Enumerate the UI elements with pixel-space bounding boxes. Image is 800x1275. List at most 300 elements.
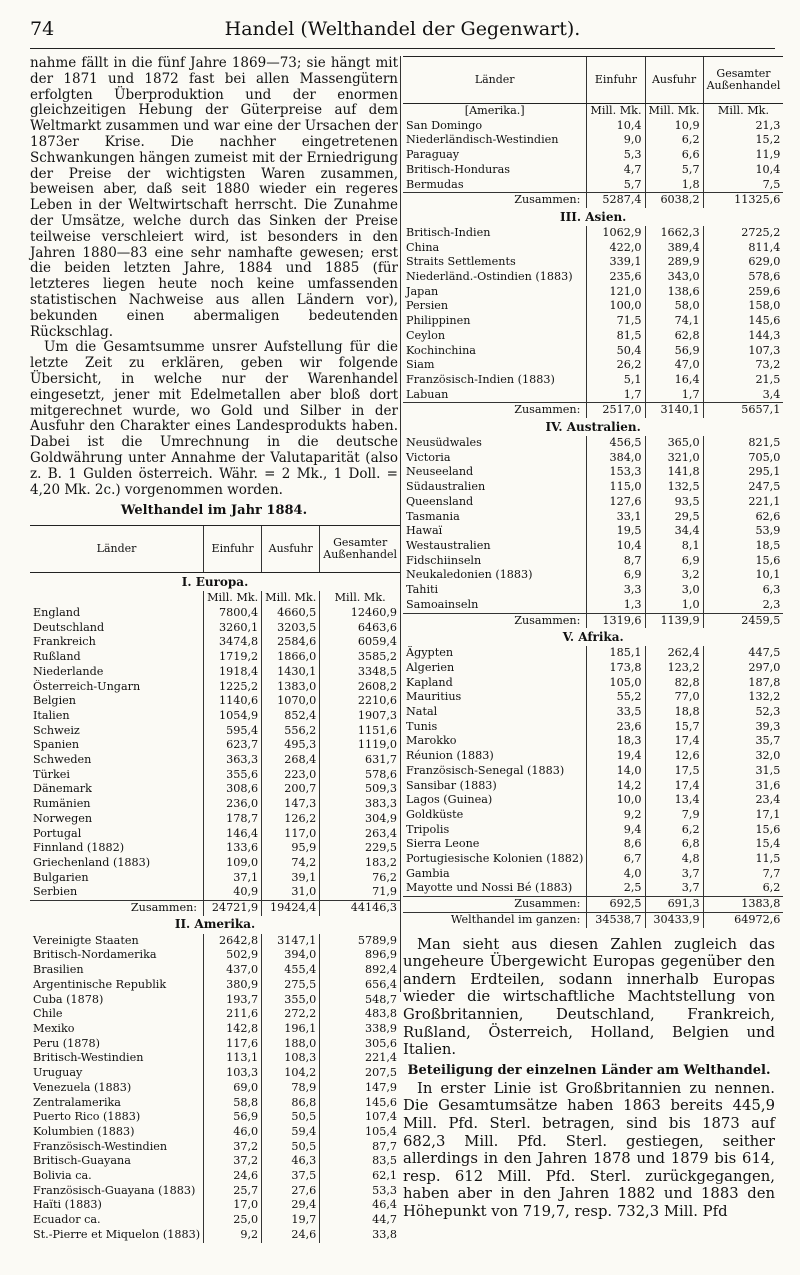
table-row [403,705,783,720]
table-row [403,793,783,808]
total-cell: 15,4 [703,837,783,852]
table-row [403,480,783,495]
subtotal-row [403,403,783,418]
total-cell: 483,8 [320,1007,400,1022]
header-countries: Länder [30,526,204,573]
paragraph-continuation: nahme fällt in die fünf Jahre 1869—73; sie hängt mit der 1871 und 1872 fast bei allen Massengütern erfolgten Überproduktion und der enormen gleichzeitigen Hebung der Güterpreise auf dem Weltmarkt zusammen und war eine der Ursachen der 1873er Krise. Die nachher eingetretenen Schwankungen hängen zumeist mit der Erniedrigung der Preise der wichtigsten Waren zusammen, beweisen aber, daß seit 1880 wieder ein regeres Leben in der Weltwirtschaft herrscht. Die Zunahme der Umsätze, welche durch das Sinken der Preise teilweise verschleiert wird, ist besonders in den Jahren 1880—83 eine sehr namhafte gewesen; erst die beiden letzten Jahre, 1884 und 1885 (für letzteres liegen heute noch keine umfassenden statistischen Nachweise aus allen Ländern vor), bekunden einen abermaligen bedeutenden Rückschlag. [30,55,398,340]
total-cell: 7,5 [703,178,783,193]
table-row [30,1154,400,1169]
export-cell: 58,0 [645,299,703,314]
total-cell: 21,3 [703,119,783,134]
total-cell: 1151,6 [320,724,400,739]
total-label: Zusammen: [403,897,587,913]
export-cell: 3203,5 [262,621,320,636]
total-cell: 6463,6 [320,621,400,636]
country-cell: Niederlande [33,664,104,678]
export-cell: 1070,0 [262,694,320,709]
export-cell: 365,0 [645,436,703,451]
export-cell: 56,9 [645,344,703,359]
total-cell: 297,0 [703,661,783,676]
export-cell: 7,9 [645,808,703,823]
export-cell: 86,8 [262,1096,320,1111]
country-cell: Mexiko [33,1022,75,1035]
export-cell: 6,2 [645,133,703,148]
country-cell: Vereinigte Staaten [33,933,139,947]
import-cell: 10,4 [587,119,645,134]
export-cell: 5,7 [645,163,703,178]
total-cell: 2725,2 [703,226,783,241]
table-row [403,436,783,451]
country-cell: Italien [33,708,70,722]
country-cell: Algerien [406,660,455,674]
total-cell: 12460,9 [320,606,400,621]
country-cell: Türkei [33,767,70,781]
unit-label: Mill. Mk. [204,591,262,606]
export-cell: 223,0 [262,768,320,783]
import-cell: 185,1 [587,646,645,661]
table-row [403,808,783,823]
table-row [403,119,783,134]
country-cell: San Domingo [406,118,483,132]
country-cell: Niederländ.-Ostindien (1883) [406,270,573,284]
country-cell: Uruguay [33,1066,83,1080]
section-heading: I. Europa. [181,574,249,589]
table-row [30,963,400,978]
total-cell: 338,9 [320,1022,400,1037]
import-cell: 4,7 [587,163,645,178]
country-cell: Queensland [406,494,474,508]
export-cell: 77,0 [645,690,703,705]
country-cell: Peru (1878) [33,1036,100,1050]
total-cell: 18,5 [703,539,783,554]
country-cell: Fidschiinseln [406,553,482,567]
export-cell: 37,5 [262,1169,320,1184]
total-cell: 10,4 [703,163,783,178]
import-cell: 69,0 [204,1081,262,1096]
units-row [403,104,783,119]
header-total: Gesamter Außenhandel [703,57,783,104]
total-cell: 32,0 [703,749,783,764]
total-cell: 76,2 [320,871,400,886]
import-cell: 55,2 [587,690,645,705]
export-cell: 389,4 [645,241,703,256]
import-cell: 153,3 [587,465,645,480]
country-cell: Portugiesische Kolonien (1882) [406,852,584,866]
total-cell: 62,6 [703,510,783,525]
import-cell: 113,1 [204,1051,262,1066]
table-row [403,749,783,764]
table-row [30,1007,400,1022]
country-cell: Réunion (1883) [406,749,494,763]
table-row [30,1228,400,1243]
table-row [30,856,400,871]
total-cell: 11,5 [703,852,783,867]
subtotal-row [403,613,783,628]
table-row [403,388,783,403]
import-cell: 363,3 [204,753,262,768]
table-row [403,465,783,480]
country-cell: Mayotte und Nossi Bé (1883) [406,881,573,895]
export-cell: 8,1 [645,539,703,554]
page-header [30,18,775,44]
table-row [30,680,400,695]
table-row [403,779,783,794]
table-row [403,837,783,852]
country-cell: Schweiz [33,723,80,737]
export-cell: 17,4 [645,734,703,749]
table-row [403,285,783,300]
export-cell: 47,0 [645,358,703,373]
header-import: Einfuhr [204,526,262,573]
country-cell: Sansibar (1883) [406,778,497,792]
import-total: 24721,9 [204,901,262,916]
export-cell: 95,9 [262,841,320,856]
total-cell: 107,3 [703,344,783,359]
export-cell: 852,4 [262,709,320,724]
country-cell: Sierra Leone [406,837,480,851]
table-row [403,226,783,241]
total-cell: 15,2 [703,133,783,148]
export-cell: 495,3 [262,738,320,753]
total-cell: 35,7 [703,734,783,749]
export-cell: 355,0 [262,993,320,1008]
import-cell: 109,0 [204,856,262,871]
table-row [30,1037,400,1052]
section-heading-row [30,573,400,592]
export-total: 691,3 [645,897,703,913]
export-cell: 10,9 [645,119,703,134]
export-total: 6038,2 [645,193,703,208]
import-cell: 193,7 [204,993,262,1008]
import-cell: 235,6 [587,270,645,285]
export-cell: 394,0 [262,948,320,963]
export-cell: 1430,1 [262,665,320,680]
total-cell: 295,1 [703,465,783,480]
export-cell: 34,4 [645,524,703,539]
table-row [403,852,783,867]
import-cell: 100,0 [587,299,645,314]
subtotal-row [30,901,400,916]
header-import: Einfuhr [587,57,645,104]
total-label: Zusammen: [403,613,587,628]
export-cell: 93,5 [645,495,703,510]
total-cell: 2,3 [703,598,783,613]
total-cell: 3585,2 [320,650,400,665]
country-cell: Hawaï [406,524,443,538]
country-cell: Britisch-Westindien [33,1051,144,1065]
import-cell: 10,0 [587,793,645,808]
total-cell: 31,6 [703,779,783,794]
import-cell: 24,6 [204,1169,262,1184]
country-cell: Kapland [406,675,453,689]
country-cell: Venezuela (1883) [33,1080,132,1094]
country-cell: Gambia [406,866,450,880]
total-cell: 578,6 [703,270,783,285]
section-heading-row [403,208,783,226]
table-row [30,606,400,621]
import-cell: 8,7 [587,554,645,569]
units-spacer [30,591,204,606]
import-cell: 25,7 [204,1184,262,1199]
import-cell: 422,0 [587,241,645,256]
import-cell: 1054,9 [204,709,262,724]
table-row [30,1184,400,1199]
section-heading: V. Afrika. [562,629,624,644]
total-cell: 7,7 [703,867,783,882]
import-cell: 33,5 [587,705,645,720]
export-cell: 188,0 [262,1037,320,1052]
table-row [30,1169,400,1184]
table-row [403,373,783,388]
table-row [30,1198,400,1213]
country-cell: Österreich-Ungarn [33,679,141,693]
total-cell: 207,5 [320,1066,400,1081]
import-cell: 58,8 [204,1096,262,1111]
table-row [30,1066,400,1081]
country-cell: Persien [406,299,449,313]
total-cell: 5789,9 [320,934,400,949]
table-row [30,709,400,724]
import-cell: 173,8 [587,661,645,676]
table-row [403,764,783,779]
import-cell: 355,6 [204,768,262,783]
country-cell: Spanien [33,738,80,752]
import-cell: 17,0 [204,1198,262,1213]
grand-total: 5657,1 [703,403,783,418]
paragraph-conclusion: Man sieht aus diesen Zahlen zugleich das ungeheure Übergewicht Europas gegenüber den andern Erdteilen, sodann innerhalb Europas wieder die wirtschaftliche Machtstellung von Großbritannien, Deutschland, Frankreich, Rußland, Österreich, Holland, Belgien und Italien. [403,935,775,1059]
country-cell: Belgien [33,694,76,708]
import-cell: 3260,1 [204,621,262,636]
import-cell: 1719,2 [204,650,262,665]
table-row [30,635,400,650]
table-row [403,568,783,583]
table-row [403,299,783,314]
import-total: 34538,7 [587,912,645,927]
export-cell: 39,1 [262,871,320,886]
country-cell: Französisch-Senegal (1883) [406,763,565,777]
total-cell: 53,9 [703,524,783,539]
country-cell: Deutschland [33,620,105,634]
import-cell: 37,2 [204,1140,262,1155]
total-cell: 44,7 [320,1213,400,1228]
import-cell: 46,0 [204,1125,262,1140]
export-cell: 3,7 [645,881,703,896]
country-cell: Zentralamerika [33,1095,121,1109]
total-cell: 52,3 [703,705,783,720]
total-cell: 509,3 [320,782,400,797]
export-cell: 74,2 [262,856,320,871]
table-row [403,314,783,329]
table-row [30,1051,400,1066]
total-cell: 6,2 [703,881,783,896]
left-column [30,56,398,1243]
import-cell: 25,0 [204,1213,262,1228]
import-cell: 81,5 [587,329,645,344]
country-cell: Philippinen [406,314,471,328]
paragraph-explanation: Um die Gesamtsumme unsrer Aufstellung für die letzte Zeit zu erklären, geben wir folgende Übersicht, in welche nur der Warenhandel eingesetzt, jener mit Edelmetallen aber bloß dort mitgerechnet wurde, wo Gold und Silber in der Ausfuhr den Charakter eines Landesprodukts haben. Dabei ist die Umrechnung in die deutsche Goldwährung unter Annahme der Valutaparität (also z. B. 1 Gulden österreich. Währ. = 2 Mk., 1 Doll. = 4,20 Mk. 2c.) vorgenommen worden. [30,339,398,498]
export-cell: 4660,5 [262,606,320,621]
export-cell: 78,9 [262,1081,320,1096]
table-row [30,738,400,753]
unit-label: Mill. Mk. [262,591,320,606]
total-cell: 631,7 [320,753,400,768]
import-cell: 211,6 [204,1007,262,1022]
export-cell: 19,7 [262,1213,320,1228]
total-cell: 263,4 [320,827,400,842]
section-subhead: Beteiligung der einzelnen Länder am Welthandel. [407,1062,771,1078]
table-row [403,495,783,510]
total-cell: 221,1 [703,495,783,510]
import-cell: 5,3 [587,148,645,163]
total-cell: 6059,4 [320,635,400,650]
trade-table-right [403,56,783,928]
export-cell: 275,5 [262,978,320,993]
total-cell: 6,3 [703,583,783,598]
table-row [30,782,400,797]
grand-total: 1383,8 [703,897,783,913]
import-total: 1319,6 [587,613,645,628]
country-cell: Japan [406,284,439,298]
section-heading: II. Amerika. [174,917,256,932]
total-cell: 2608,2 [320,680,400,695]
export-cell: 17,4 [645,779,703,794]
import-cell: 142,8 [204,1022,262,1037]
table-row [403,148,783,163]
import-cell: 384,0 [587,451,645,466]
import-cell: 50,4 [587,344,645,359]
table-row [403,720,783,735]
export-cell: 6,8 [645,837,703,852]
country-cell: Serbien [33,885,78,899]
total-cell: 132,2 [703,690,783,705]
country-cell: Schweden [33,753,92,767]
country-cell: Neusüdwales [406,436,482,450]
table-row [30,948,400,963]
export-cell: 196,1 [262,1022,320,1037]
header-export: Ausfuhr [262,526,320,573]
export-cell: 1,7 [645,388,703,403]
table-row [30,812,400,827]
country-cell: England [33,606,81,620]
table-row [403,344,783,359]
country-cell: Kolumbien (1883) [33,1124,135,1138]
import-cell: 14,2 [587,779,645,794]
header-total: Gesamter Außenhandel [320,526,400,573]
export-cell: 123,2 [645,661,703,676]
import-cell: 56,9 [204,1110,262,1125]
total-cell: 73,2 [703,358,783,373]
total-cell: 548,7 [320,993,400,1008]
export-cell: 29,5 [645,510,703,525]
country-cell: Neukaledonien (1883) [406,568,533,582]
country-cell: Frankreich [33,635,96,649]
table-row [403,329,783,344]
export-cell: 59,4 [262,1125,320,1140]
export-cell: 1866,0 [262,650,320,665]
table-row [403,823,783,838]
export-cell: 200,7 [262,782,320,797]
import-cell: 502,9 [204,948,262,963]
export-cell: 4,8 [645,852,703,867]
table-header-row [30,526,400,573]
import-total: 2517,0 [587,403,645,418]
export-cell: 6,2 [645,823,703,838]
continued-label: [Amerika.] [464,104,525,117]
table-row [30,1081,400,1096]
import-cell: 339,1 [587,255,645,270]
country-cell: Siam [406,358,435,372]
export-cell: 132,5 [645,480,703,495]
import-cell: 2642,8 [204,934,262,949]
total-label: Zusammen: [403,403,587,418]
import-cell: 33,1 [587,510,645,525]
import-cell: 19,4 [587,749,645,764]
import-cell: 10,4 [587,539,645,554]
country-cell: Portugal [33,826,82,840]
country-cell: Puerto Rico (1883) [33,1110,141,1124]
import-cell: 7800,4 [204,606,262,621]
table-row [30,724,400,739]
country-cell: Britisch-Nordamerika [33,948,157,962]
total-cell: 87,7 [320,1140,400,1155]
export-cell: 556,2 [262,724,320,739]
import-cell: 2,5 [587,881,645,896]
export-cell: 1662,3 [645,226,703,241]
export-cell: 138,6 [645,285,703,300]
import-cell: 71,5 [587,314,645,329]
table-row [30,650,400,665]
table-row [30,1140,400,1155]
table-row [30,827,400,842]
table-row [30,841,400,856]
column-divider [400,56,401,992]
table-row [403,133,783,148]
export-cell: 268,4 [262,753,320,768]
export-cell: 141,8 [645,465,703,480]
total-cell: 53,3 [320,1184,400,1199]
import-cell: 437,0 [204,963,262,978]
total-cell: 383,3 [320,797,400,812]
country-cell: Mauritius [406,690,462,704]
import-total: 5287,4 [587,193,645,208]
country-cell: Paraguay [406,148,460,162]
total-cell: 3,4 [703,388,783,403]
export-cell: 1383,0 [262,680,320,695]
table-row [403,646,783,661]
export-cell: 1,0 [645,598,703,613]
table-row [403,881,783,896]
table-row [30,993,400,1008]
country-cell: St.-Pierre et Miquelon (1883) [33,1227,201,1241]
import-cell: 1,3 [587,598,645,613]
total-cell: 2210,6 [320,694,400,709]
total-cell: 46,4 [320,1198,400,1213]
import-cell: 23,6 [587,720,645,735]
total-cell: 39,3 [703,720,783,735]
total-cell: 145,6 [320,1096,400,1111]
right-column [403,56,781,1220]
table-row [30,753,400,768]
import-cell: 115,0 [587,480,645,495]
table-row [30,694,400,709]
export-cell: 3,7 [645,867,703,882]
export-cell: 262,4 [645,646,703,661]
country-cell: Samoainseln [406,597,479,611]
total-cell: 229,5 [320,841,400,856]
table-row [403,178,783,193]
unit-label: Mill. Mk. [587,104,645,119]
import-cell: 117,6 [204,1037,262,1052]
